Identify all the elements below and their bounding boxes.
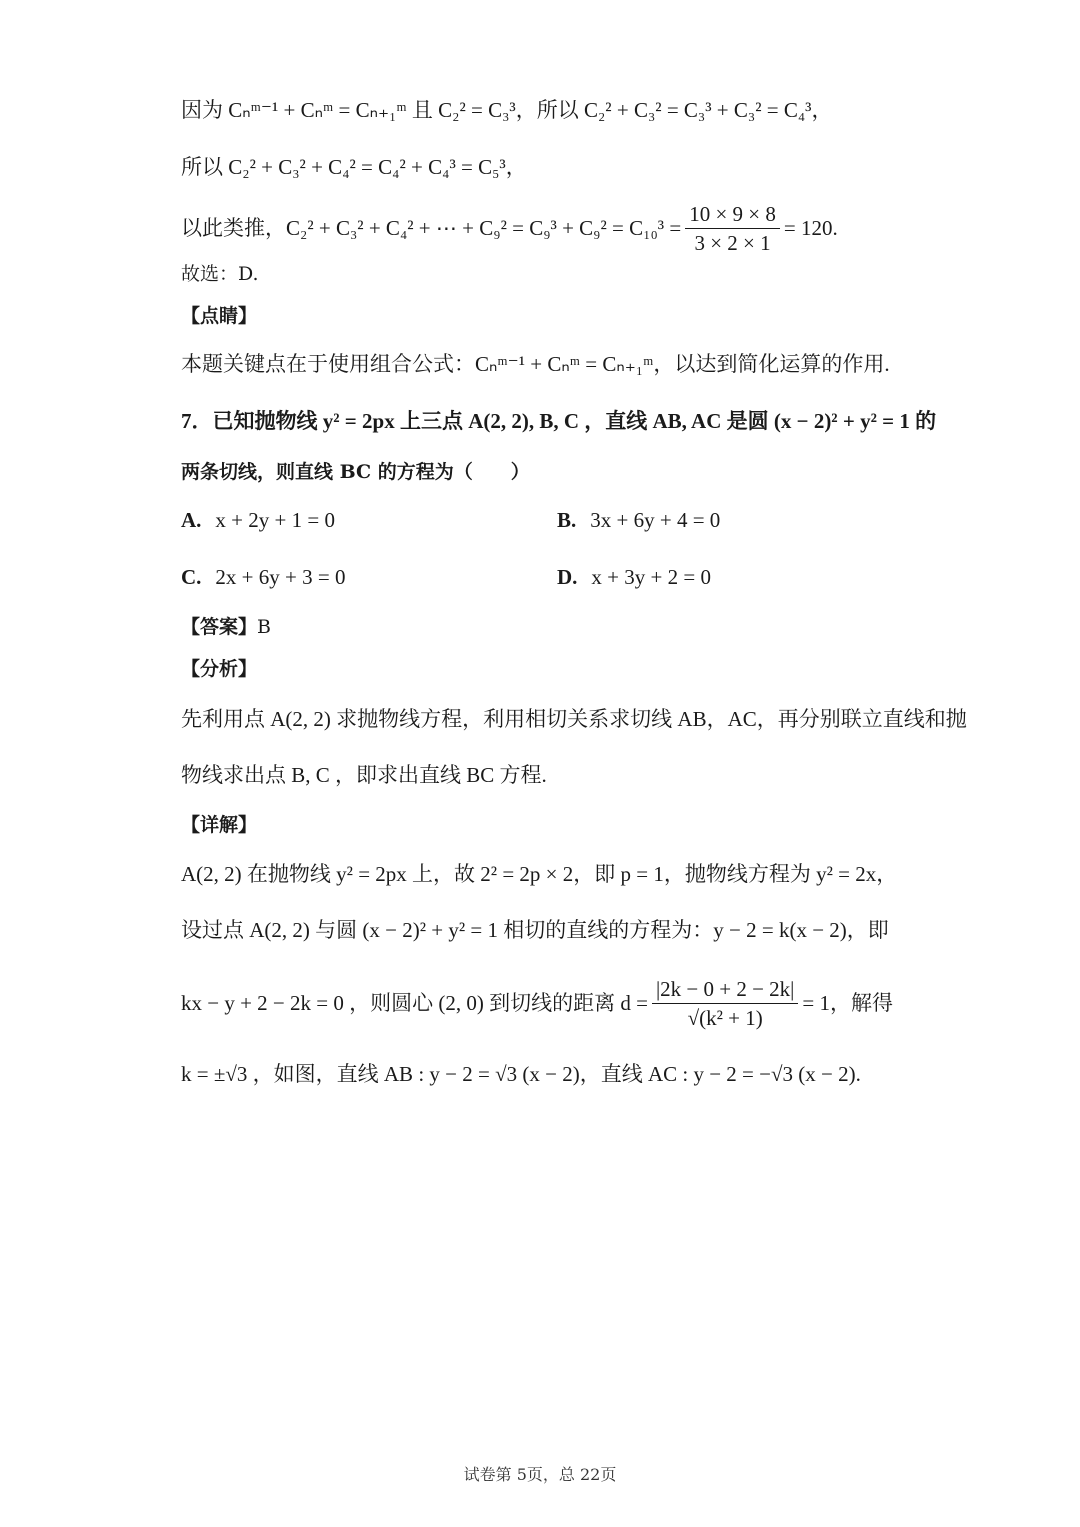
fraction-denominator: 3 × 2 × 1 <box>694 230 771 255</box>
question-text: 7．已知抛物线 y² = 2px 上三点 A(2, 2), B, C ，直线 AB, AC 是圆 (x − 2)² + y² = 1 的 <box>181 409 937 433</box>
option-label: D. <box>557 565 578 589</box>
fraction <box>652 977 798 1030</box>
fraction-numerator: 10 × 9 × 8 <box>685 202 780 229</box>
text-line: A(2, 2) 在抛物线 y² = 2px 上，故 2² = 2p × 2，即 p = 1，抛物线方程为 y² = 2x， <box>181 862 898 886</box>
text-line <box>181 201 930 255</box>
option-label: B. <box>557 508 577 532</box>
text-segment: = 1，解得 <box>802 991 893 1015</box>
text-segment: kx − y + 2 − 2k = 0 ，则圆心 (2, 0) 到切线的距离 d = <box>181 991 648 1015</box>
fraction-numerator: |2k − 0 + 2 − 2k| <box>652 977 798 1004</box>
option-text: 3x + 6y + 4 = 0 <box>590 508 721 532</box>
section-heading: 【分析】 <box>181 658 258 680</box>
answer-line <box>181 615 930 639</box>
option-text: x + 2y + 1 = 0 <box>215 508 335 532</box>
option-c <box>181 565 345 589</box>
text-line: 故选：D. <box>181 263 259 285</box>
text-line: 本题关键点在于使用组合公式：Cₙᵐ⁻¹ + Cₙᵐ = Cₙ₊₁ᵐ，以达到简化运算的作用. <box>181 352 890 376</box>
text-segment: = 120. <box>783 216 838 240</box>
text-line: 物线求出点 B, C ，即求出直线 BC 方程. <box>181 763 547 787</box>
text-line: k = ±√3 ，如图，直线 AB : y − 2 = √3 (x − 2)，直线 AC : y − 2 = −√3 (x − 2). <box>181 1062 861 1086</box>
fraction <box>685 202 780 255</box>
answer-value: B <box>257 616 271 638</box>
option-label: C. <box>181 565 202 589</box>
option-text: x + 3y + 2 = 0 <box>591 565 711 589</box>
text-segment: 以此类推，C₂² + C₃² + C₄² + ⋯ + C₉² = C₉³ + C₉² = C₁₀³ = <box>181 216 682 240</box>
text-line: 设过点 A(2, 2) 与圆 (x − 2)² + y² = 1 相切的直线的方程为：y − 2 = k(x − 2)，即 <box>181 918 889 942</box>
option-d <box>557 565 711 589</box>
text-line <box>181 976 930 1030</box>
text-line: 因为 Cₙᵐ⁻¹ + Cₙᵐ = Cₙ₊₁ᵐ 且 C₂² = C₃³，所以 C₂² + C₃² = C₃³ + C₃² = C₄³， <box>181 98 833 122</box>
option-text: 2x + 6y + 3 = 0 <box>215 565 346 589</box>
section-heading: 【详解】 <box>181 814 258 836</box>
page-footer: 试卷第 5页，总 22页 <box>463 1465 617 1484</box>
answer-label: 【答案】 <box>181 616 258 638</box>
text-line: 先利用点 A(2, 2) 求抛物线方程，利用相切关系求切线 AB，AC，再分别联立直线和抛 <box>181 707 967 731</box>
option-b <box>557 508 720 532</box>
question-text: 两条切线，则直线 BC 的方程为（ ） <box>181 461 530 483</box>
option-label: A. <box>181 508 202 532</box>
fraction-denominator: √(k² + 1) <box>687 1005 763 1030</box>
text-line: 所以 C₂² + C₃² + C₄² = C₄² + C₄³ = C₅³， <box>181 155 527 179</box>
section-heading: 【点睛】 <box>181 305 258 327</box>
option-a <box>181 508 335 532</box>
